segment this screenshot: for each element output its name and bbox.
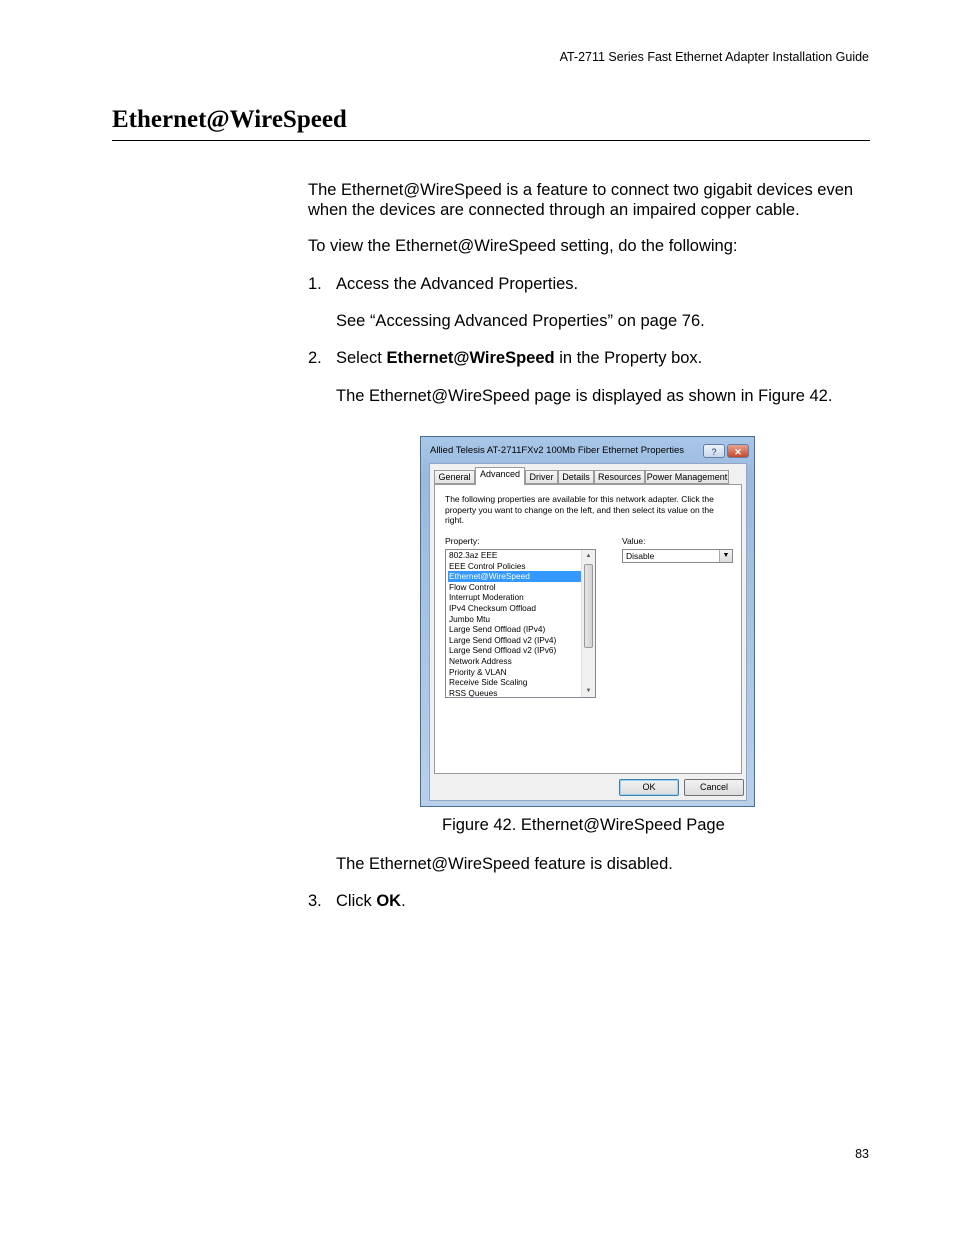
property-item[interactable]: EEE Control Policies [449, 560, 526, 571]
step-3-text: Click OK. [336, 892, 406, 910]
tab-details[interactable]: Details [558, 470, 594, 484]
intro-paragraph: The Ethernet@WireSpeed is a feature to connect two gigabit devices even when the devices are connected through an impaired copper cable. [308, 181, 854, 219]
property-item[interactable]: Large Send Offload v2 (IPv6) [449, 645, 557, 656]
value-label: Value: [622, 536, 646, 546]
title-rule [112, 140, 870, 141]
dialog-body [429, 463, 747, 801]
step-2-number: 2. [308, 349, 322, 367]
step-2-note: The Ethernet@WireSpeed page is displayed as shown in Figure 42. [336, 387, 833, 405]
section-title: Ethernet@WireSpeed [112, 106, 347, 133]
property-item-selected[interactable]: Ethernet@WireSpeed [448, 571, 582, 582]
chevron-down-icon[interactable]: ▼ [719, 550, 732, 562]
ok-button[interactable]: OK [619, 779, 679, 796]
figure-caption: Figure 42. Ethernet@WireSpeed Page [442, 816, 725, 834]
tab-driver[interactable]: Driver [525, 470, 558, 484]
property-item[interactable]: Priority & VLAN [449, 666, 507, 677]
property-label: Property: [445, 536, 480, 546]
tab-power-management[interactable]: Power Management [646, 472, 728, 482]
step-3-number: 3. [308, 892, 322, 910]
lead-paragraph: To view the Ethernet@WireSpeed setting, do the following: [308, 237, 738, 255]
tab-resources[interactable]: Resources [594, 470, 645, 484]
property-item[interactable]: 802.3az EEE [449, 550, 498, 560]
value-select[interactable] [622, 549, 733, 563]
property-list[interactable] [445, 549, 596, 698]
dialog-title: Allied Telesis AT-2711FXv2 100Mb Fiber Ethernet Properties [430, 445, 684, 456]
property-item[interactable]: Jumbo Mtu [449, 613, 491, 624]
step-2-text: Select Ethernet@WireSpeed in the Property box. [336, 349, 703, 367]
property-list-scrollbar[interactable] [581, 550, 595, 697]
property-item[interactable]: RSS Queues [449, 687, 498, 698]
scroll-down-icon[interactable]: ▼ [585, 688, 592, 694]
properties-dialog-figure [420, 436, 755, 807]
scroll-thumb[interactable] [584, 564, 593, 648]
panel-description: The following properties are available for this network adapter. Click the property you want to change on the left, and then select its value on the right. [445, 494, 714, 525]
value-select-text: Disable [626, 551, 655, 561]
cancel-button[interactable]: Cancel [684, 779, 744, 796]
step-2-bold: Ethernet@WireSpeed [386, 349, 555, 367]
step-3-bold: OK [376, 892, 402, 910]
property-item[interactable]: Large Send Offload v2 (IPv4) [449, 634, 557, 645]
step-1-text: Access the Advanced Properties. [336, 275, 579, 293]
property-item[interactable]: Network Address [449, 656, 512, 666]
property-item[interactable]: Receive Side Scaling [449, 677, 528, 688]
tab-advanced[interactable]: Advanced [475, 467, 525, 485]
scroll-up-icon[interactable]: ▲ [585, 553, 592, 559]
page-number: 83 [855, 1147, 869, 1161]
advanced-panel [434, 484, 742, 774]
property-item[interactable]: IPv4 Checksum Offload [449, 603, 537, 613]
property-item[interactable]: Flow Control [449, 581, 496, 592]
step-1-note: See “Accessing Advanced Properties” on page 76. [336, 312, 705, 330]
property-item[interactable]: Large Send Offload (IPv4) [449, 624, 546, 635]
property-item[interactable]: Interrupt Moderation [449, 592, 524, 603]
help-button[interactable]: ? [703, 444, 725, 458]
step-1-number: 1. [308, 275, 322, 293]
running-header: AT-2711 Series Fast Ethernet Adapter Installation Guide [559, 50, 869, 64]
after-figure-note: The Ethernet@WireSpeed feature is disabled. [336, 855, 673, 873]
tab-general[interactable]: General [434, 470, 475, 484]
close-button[interactable]: ✕ [727, 444, 749, 458]
